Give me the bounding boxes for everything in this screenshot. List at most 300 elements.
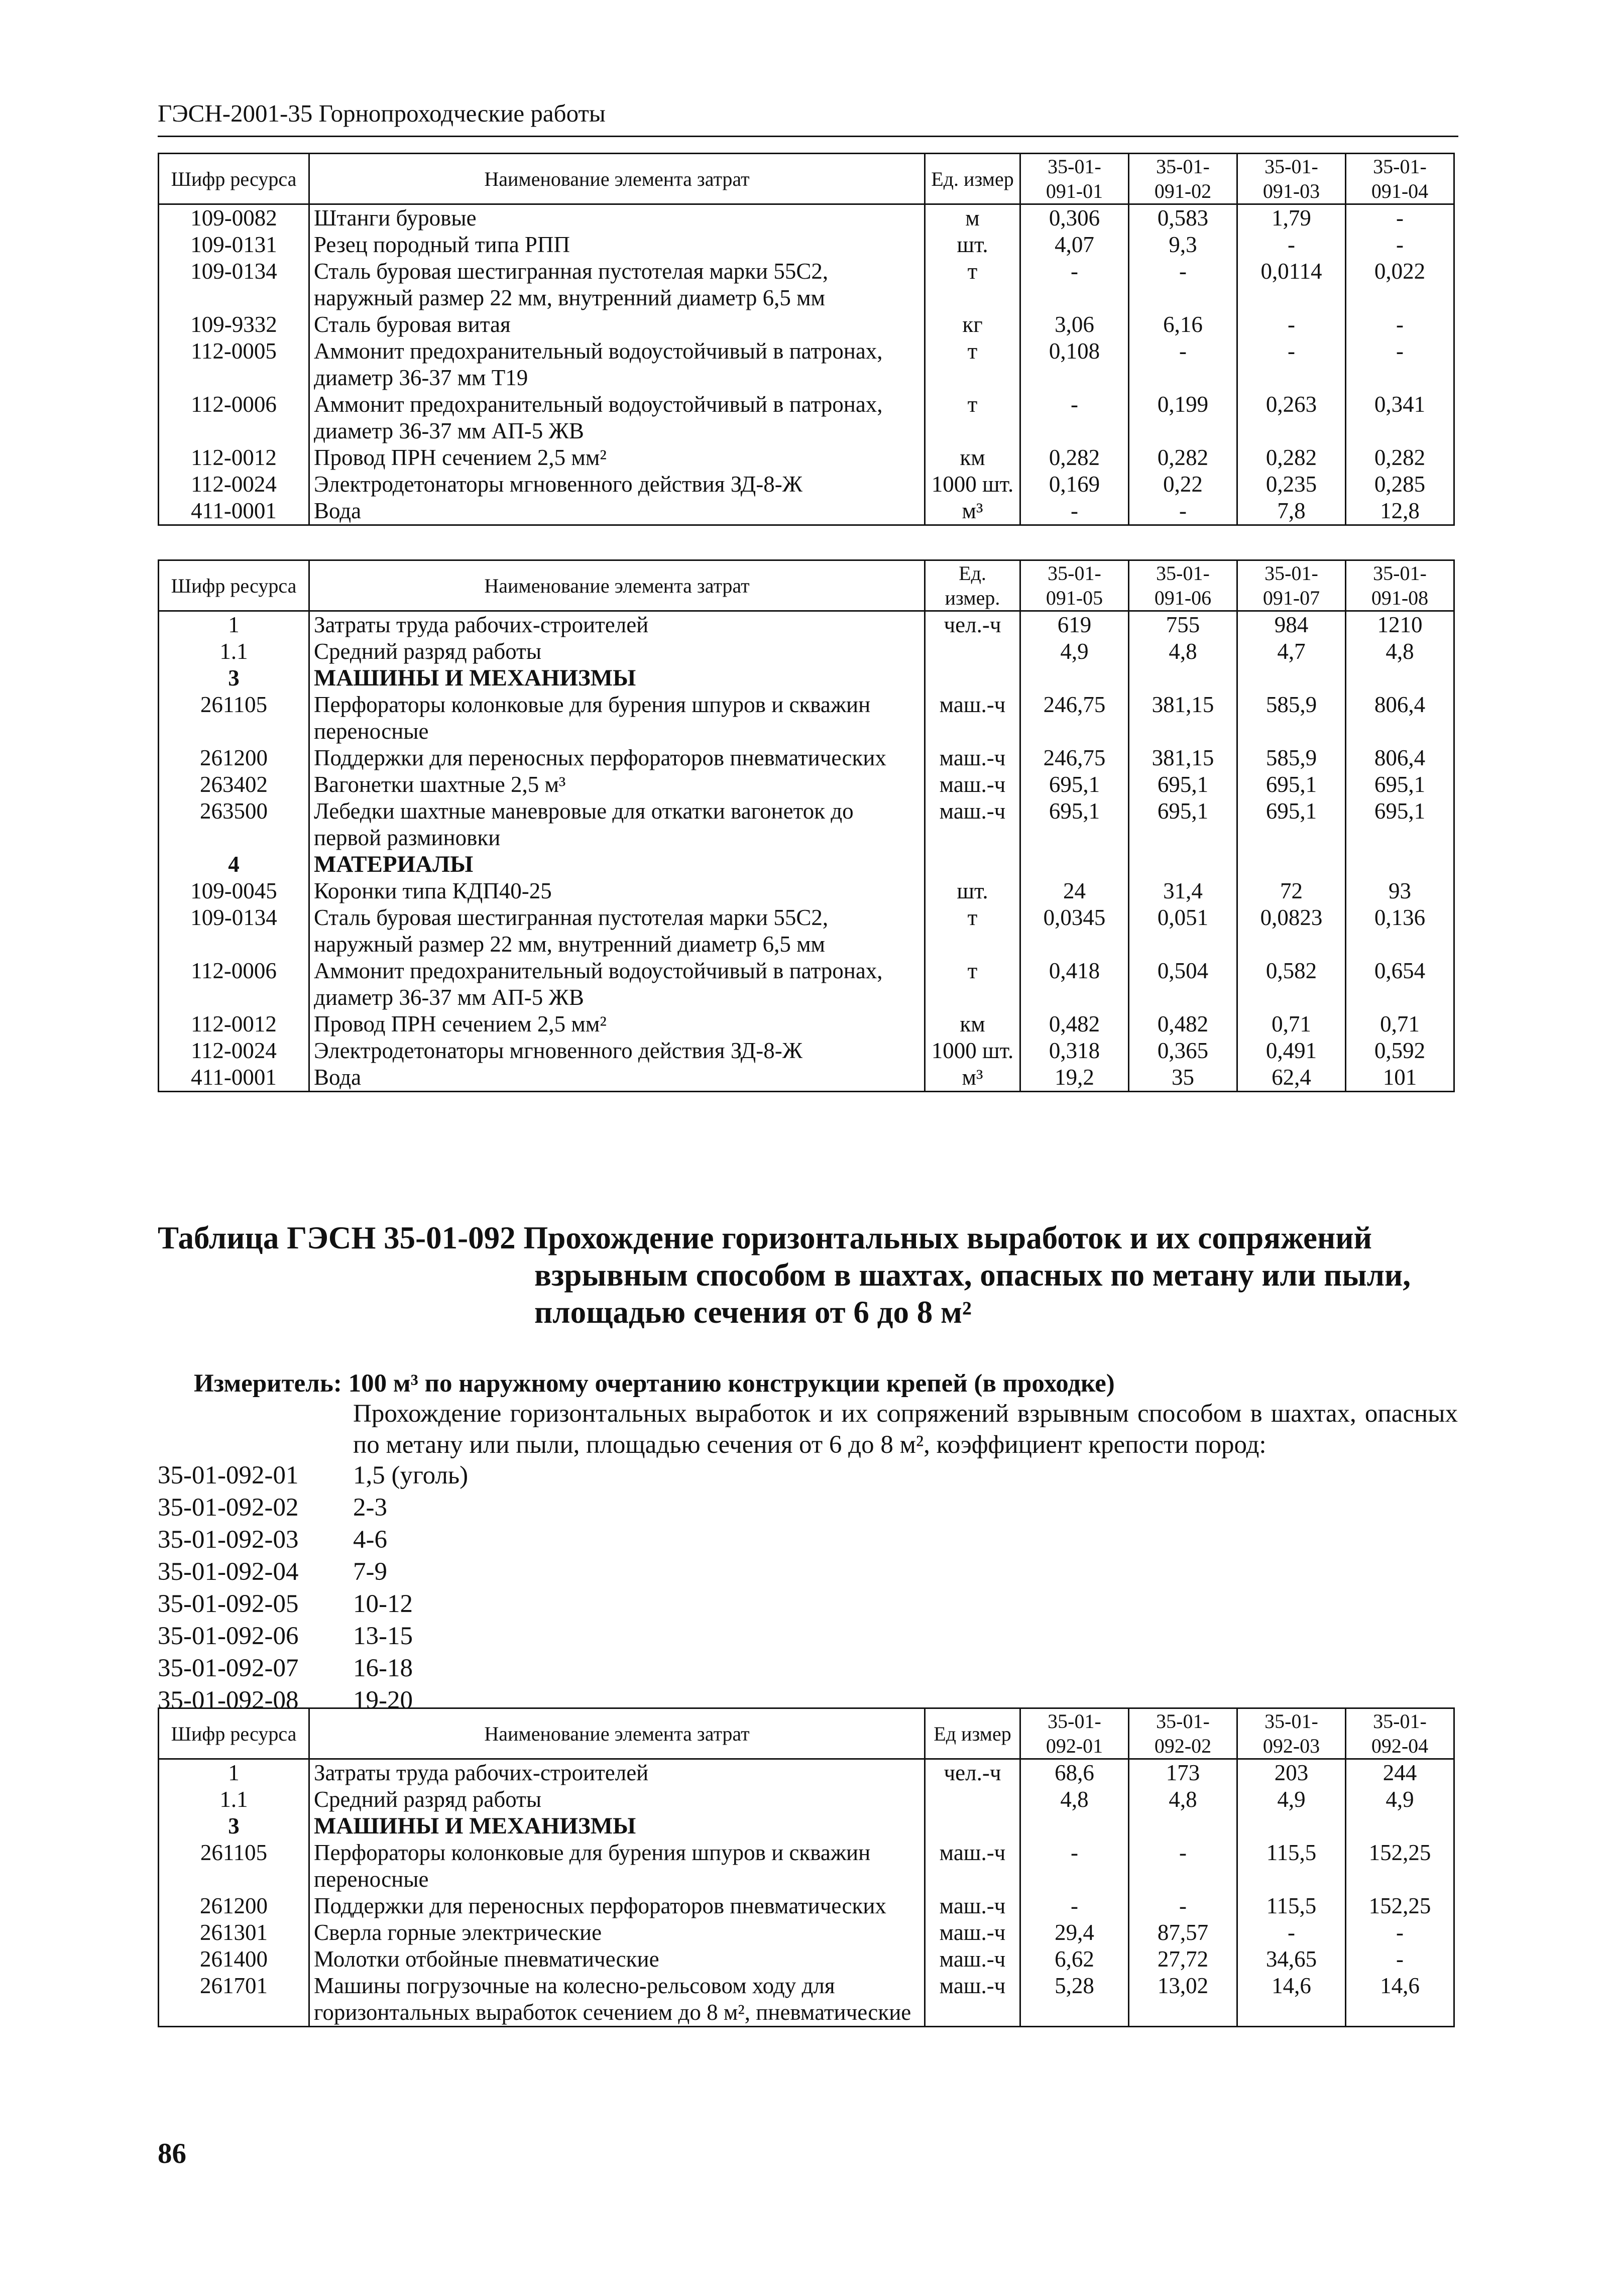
value-cell: [1346, 665, 1454, 692]
resource-name-cell: Машины погрузочные на колесно-рельсовом ходу для горизонтальных выработок сечением до 8 м², пневматические: [309, 1973, 925, 2027]
col-name-header: Наименование элемента затрат: [309, 154, 925, 204]
value-cell: 19,2: [1020, 1064, 1129, 1092]
table-row: [159, 1893, 1454, 1919]
col-norm-header: 35-01- 092-03: [1237, 1708, 1346, 1759]
rock-hardness-value: 10-12: [353, 1590, 413, 1618]
resource-name-cell: Перфораторы колонковые для бурения шпуров и скважин переносные: [309, 1840, 925, 1893]
resource-code-cell: 261105: [159, 1840, 309, 1893]
unit-cell: маш.-ч: [925, 692, 1020, 745]
value-cell: 695,1: [1020, 771, 1129, 798]
value-cell: -: [1346, 204, 1454, 232]
value-cell: -: [1346, 1919, 1454, 1946]
unit-cell: маш.-ч: [925, 1973, 1020, 2027]
value-cell: 246,75: [1020, 692, 1129, 745]
resource-code-cell: 1.1: [159, 638, 309, 665]
value-cell: 6,16: [1129, 311, 1237, 338]
resource-name-cell: Коронки типа КДП40-25: [309, 878, 925, 904]
resource-code-cell: 261105: [159, 692, 309, 745]
unit-cell: [925, 638, 1020, 665]
value-cell: 4,8: [1020, 1786, 1129, 1813]
rock-hardness-value: 13-15: [353, 1622, 413, 1650]
value-cell: 87,57: [1129, 1919, 1237, 1946]
unit-cell: маш.-ч: [925, 1946, 1020, 1973]
unit-cell: шт.: [925, 232, 1020, 258]
value-cell: 1210: [1346, 611, 1454, 639]
value-cell: 806,4: [1346, 745, 1454, 771]
value-cell: 0,504: [1129, 958, 1237, 1011]
header-rule: [158, 136, 1458, 137]
value-cell: 806,4: [1346, 692, 1454, 745]
value-cell: [1129, 1813, 1237, 1840]
value-cell: -: [1020, 1893, 1129, 1919]
value-cell: 0,318: [1020, 1038, 1129, 1064]
value-cell: 0,0114: [1237, 258, 1346, 311]
section-description: Прохождение горизонтальных выработок и их сопряжений взрывным способом в шахтах, опасных по метану или пыли, площадью сечения от 6 до 8 м², коэффициент крепости пород:: [353, 1400, 1458, 1459]
rock-hardness-value: 2-3: [353, 1494, 387, 1522]
table-row: [159, 1840, 1454, 1893]
page-number: 86: [158, 2138, 186, 2169]
value-cell: 4,07: [1020, 232, 1129, 258]
col-code-header: Шифр ресурса: [159, 1708, 309, 1759]
table-row: [159, 878, 1454, 904]
value-cell: 24: [1020, 878, 1129, 904]
resource-code-cell: 261701: [159, 1973, 309, 2027]
table-row: [159, 1759, 1454, 1787]
resource-name-cell: Средний разряд работы: [309, 638, 925, 665]
value-cell: 34,65: [1237, 1946, 1346, 1973]
resource-code-cell: 112-0006: [159, 958, 309, 1011]
col-norm-header: 35-01- 091-02: [1129, 154, 1237, 204]
col-name-header: Наименование элемента затрат: [309, 560, 925, 611]
resource-name-cell: МАШИНЫ И МЕХАНИЗМЫ: [309, 665, 925, 692]
table-row: [159, 232, 1454, 258]
norm-code: 35-01-092-04: [158, 1558, 299, 1586]
table-row: [159, 258, 1454, 311]
unit-cell: км: [925, 1011, 1020, 1038]
unit-cell: кг: [925, 311, 1020, 338]
value-cell: 68,6: [1020, 1759, 1129, 1787]
resource-name-cell: Затраты труда рабочих-строителей: [309, 1759, 925, 1787]
table-row: [159, 638, 1454, 665]
resource-name-cell: Вагонетки шахтные 2,5 м³: [309, 771, 925, 798]
unit-cell: [925, 851, 1020, 878]
resource-name-cell: Резец породный типа РПП: [309, 232, 925, 258]
col-name-header: Наименование элемента затрат: [309, 1708, 925, 1759]
value-cell: -: [1346, 311, 1454, 338]
value-cell: 7,8: [1237, 498, 1346, 525]
unit-cell: м: [925, 204, 1020, 232]
measure-text: 100 м³ по наружному очертанию конструкции крепей (в проходке): [348, 1369, 1115, 1398]
unit-cell: т: [925, 958, 1020, 1011]
value-cell: -: [1020, 498, 1129, 525]
section-title-line2: взрывным способом в шахтах, опасных по метану или пыли,: [534, 1257, 1411, 1293]
resource-code-cell: 261400: [159, 1946, 309, 1973]
value-cell: 0,582: [1237, 958, 1346, 1011]
unit-cell: маш.-ч: [925, 745, 1020, 771]
value-cell: 35: [1129, 1064, 1237, 1092]
resource-table-091-05-08: [158, 559, 1455, 1092]
value-cell: 695,1: [1129, 798, 1237, 851]
value-cell: 0,0345: [1020, 904, 1129, 958]
table-row: [159, 1973, 1454, 2027]
resource-name-cell: Электродетонаторы мгновенного действия ЗД-8-Ж: [309, 471, 925, 498]
section-title: [158, 1219, 1463, 1331]
value-cell: 755: [1129, 611, 1237, 639]
resource-name-cell: Провод ПРН сечением 2,5 мм²: [309, 1011, 925, 1038]
resource-name-cell: Сталь буровая шестигранная пустотелая марки 55С2, наружный размер 22 мм, внутренний диаметр 6,5 мм: [309, 904, 925, 958]
value-cell: 14,6: [1237, 1973, 1346, 2027]
resource-code-cell: 411-0001: [159, 498, 309, 525]
value-cell: 619: [1020, 611, 1129, 639]
unit-cell: т: [925, 391, 1020, 444]
col-code-header: Шифр ресурса: [159, 560, 309, 611]
col-norm-header: 35-01- 091-01: [1020, 154, 1129, 204]
value-cell: -: [1237, 1919, 1346, 1946]
value-cell: 4,9: [1346, 1786, 1454, 1813]
value-cell: 585,9: [1237, 745, 1346, 771]
resource-name-cell: Электродетонаторы мгновенного действия ЗД-8-Ж: [309, 1038, 925, 1064]
value-cell: 695,1: [1346, 798, 1454, 851]
value-cell: 0,71: [1237, 1011, 1346, 1038]
value-cell: 0,169: [1020, 471, 1129, 498]
running-header: ГЭСН-2001-35 Горнопроходческие работы: [158, 99, 606, 127]
value-cell: 152,25: [1346, 1893, 1454, 1919]
resource-code-cell: 109-0045: [159, 878, 309, 904]
resource-code-cell: 261200: [159, 745, 309, 771]
unit-cell: маш.-ч: [925, 771, 1020, 798]
col-code-header: Шифр ресурса: [159, 154, 309, 204]
value-cell: [1129, 851, 1237, 878]
resource-code-cell: 112-0012: [159, 444, 309, 471]
value-cell: 381,15: [1129, 692, 1237, 745]
value-cell: 695,1: [1346, 771, 1454, 798]
resource-code-cell: 109-9332: [159, 311, 309, 338]
section-title-line1: Таблица ГЭСН 35-01-092 Прохождение горизонтальных выработок и их сопряжений: [158, 1220, 1372, 1255]
value-cell: 4,8: [1129, 638, 1237, 665]
unit-cell: маш.-ч: [925, 1840, 1020, 1893]
measure-label: Измеритель:: [194, 1369, 342, 1398]
table-row: [159, 204, 1454, 232]
table-row: [159, 958, 1454, 1011]
value-cell: 6,62: [1020, 1946, 1129, 1973]
value-cell: 0,418: [1020, 958, 1129, 1011]
value-cell: [1346, 1813, 1454, 1840]
resource-name-cell: МАШИНЫ И МЕХАНИЗМЫ: [309, 1813, 925, 1840]
value-cell: 984: [1237, 611, 1346, 639]
table-row: [159, 471, 1454, 498]
value-cell: 0,71: [1346, 1011, 1454, 1038]
col-norm-header: 35-01- 091-03: [1237, 154, 1346, 204]
value-cell: 13,02: [1129, 1973, 1237, 2027]
value-cell: [1237, 665, 1346, 692]
value-cell: 4,8: [1346, 638, 1454, 665]
table-row: [159, 311, 1454, 338]
value-cell: 0,108: [1020, 338, 1129, 391]
unit-cell: 1000 шт.: [925, 471, 1020, 498]
unit-cell: чел.-ч: [925, 1759, 1020, 1787]
value-cell: 0,285: [1346, 471, 1454, 498]
value-cell: 93: [1346, 878, 1454, 904]
section-title-line3: площадью сечения от 6 до 8 м²: [534, 1295, 972, 1330]
rock-hardness-value: 7-9: [353, 1558, 387, 1586]
rock-hardness-value: 1,5 (уголь): [353, 1461, 469, 1489]
resource-code-cell: 3: [159, 1813, 309, 1840]
norm-code-item: [158, 1652, 468, 1684]
table-header-row: [159, 560, 1454, 611]
col-norm-header: 35-01- 091-04: [1346, 154, 1454, 204]
resource-name-cell: Сталь буровая витая: [309, 311, 925, 338]
table-row: [159, 1038, 1454, 1064]
unit-cell: [925, 1786, 1020, 1813]
value-cell: [1020, 1813, 1129, 1840]
resource-code-cell: 109-0134: [159, 904, 309, 958]
unit-cell: м³: [925, 1064, 1020, 1092]
resource-name-cell: МАТЕРИАЛЫ: [309, 851, 925, 878]
unit-cell: т: [925, 258, 1020, 311]
value-cell: 0,365: [1129, 1038, 1237, 1064]
value-cell: 695,1: [1237, 771, 1346, 798]
value-cell: 0,491: [1237, 1038, 1346, 1064]
resource-code-cell: 1: [159, 1759, 309, 1787]
value-cell: 0,482: [1129, 1011, 1237, 1038]
resource-name-cell: Вода: [309, 1064, 925, 1092]
value-cell: -: [1237, 338, 1346, 391]
value-cell: -: [1020, 391, 1129, 444]
unit-cell: т: [925, 338, 1020, 391]
resource-code-cell: 112-0006: [159, 391, 309, 444]
value-cell: 173: [1129, 1759, 1237, 1787]
table-row: [159, 745, 1454, 771]
resource-name-cell: Затраты труда рабочих-строителей: [309, 611, 925, 639]
value-cell: -: [1020, 1840, 1129, 1893]
norm-code: 35-01-092-03: [158, 1526, 299, 1554]
value-cell: 246,75: [1020, 745, 1129, 771]
norm-code: 35-01-092-06: [158, 1622, 299, 1650]
table-header-row: [159, 154, 1454, 204]
table-row: [159, 904, 1454, 958]
resource-name-cell: Молотки отбойные пневматические: [309, 1946, 925, 1973]
value-cell: 381,15: [1129, 745, 1237, 771]
norm-code: 35-01-092-05: [158, 1590, 299, 1618]
resource-name-cell: Аммонит предохранительный водоустойчивый в патронах, диаметр 36-37 мм Т19: [309, 338, 925, 391]
value-cell: 115,5: [1237, 1840, 1346, 1893]
col-unit-header: Ед. измер: [925, 154, 1020, 204]
norm-code: 35-01-092-01: [158, 1461, 299, 1489]
norm-code-item: [158, 1556, 468, 1588]
value-cell: [1129, 665, 1237, 692]
table-row: [159, 1919, 1454, 1946]
resource-table-091-01-04: [158, 153, 1455, 526]
value-cell: 115,5: [1237, 1893, 1346, 1919]
value-cell: 152,25: [1346, 1840, 1454, 1893]
table-row: [159, 444, 1454, 471]
value-cell: 31,4: [1129, 878, 1237, 904]
value-cell: [1237, 1813, 1346, 1840]
col-norm-header: 35-01- 092-02: [1129, 1708, 1237, 1759]
value-cell: -: [1346, 1946, 1454, 1973]
rock-hardness-value: 19-20: [353, 1686, 413, 1714]
norm-code-list: [158, 1459, 468, 1716]
value-cell: 4,8: [1129, 1786, 1237, 1813]
table-row: [159, 498, 1454, 525]
col-unit-header: Ед измер: [925, 1708, 1020, 1759]
value-cell: 27,72: [1129, 1946, 1237, 1973]
value-cell: 203: [1237, 1759, 1346, 1787]
unit-cell: маш.-ч: [925, 1919, 1020, 1946]
value-cell: [1020, 665, 1129, 692]
value-cell: 29,4: [1020, 1919, 1129, 1946]
value-cell: 72: [1237, 878, 1346, 904]
resource-name-cell: Перфораторы колонковые для бурения шпуров и скважин переносные: [309, 692, 925, 745]
value-cell: 12,8: [1346, 498, 1454, 525]
resource-name-cell: Вода: [309, 498, 925, 525]
resource-table-092-01-04: [158, 1707, 1455, 2027]
col-norm-header: 35-01- 092-01: [1020, 1708, 1129, 1759]
value-cell: 0,282: [1346, 444, 1454, 471]
value-cell: 9,3: [1129, 232, 1237, 258]
value-cell: 0,282: [1020, 444, 1129, 471]
value-cell: 0,282: [1129, 444, 1237, 471]
value-cell: 695,1: [1237, 798, 1346, 851]
value-cell: [1346, 851, 1454, 878]
value-cell: -: [1346, 338, 1454, 391]
norm-code: 35-01-092-07: [158, 1654, 299, 1682]
resource-name-cell: Провод ПРН сечением 2,5 мм²: [309, 444, 925, 471]
value-cell: 0,235: [1237, 471, 1346, 498]
unit-cell: маш.-ч: [925, 1893, 1020, 1919]
value-cell: 3,06: [1020, 311, 1129, 338]
value-cell: 0,136: [1346, 904, 1454, 958]
value-cell: 0,199: [1129, 391, 1237, 444]
table-row: [159, 1786, 1454, 1813]
unit-cell: маш.-ч: [925, 798, 1020, 851]
table-row: [159, 391, 1454, 444]
value-cell: -: [1020, 258, 1129, 311]
col-unit-header: Ед. измер.: [925, 560, 1020, 611]
value-cell: -: [1237, 311, 1346, 338]
norm-code-item: [158, 1491, 468, 1524]
value-cell: 0,263: [1237, 391, 1346, 444]
value-cell: 0,282: [1237, 444, 1346, 471]
value-cell: 4,7: [1237, 638, 1346, 665]
value-cell: 4,9: [1237, 1786, 1346, 1813]
resource-code-cell: 112-0012: [159, 1011, 309, 1038]
value-cell: 0,654: [1346, 958, 1454, 1011]
rock-hardness-value: 4-6: [353, 1526, 387, 1554]
resource-code-cell: 263402: [159, 771, 309, 798]
section-row: [159, 851, 1454, 878]
resource-name-cell: Лебедки шахтные маневровые для откатки вагонеток до первой разминовки: [309, 798, 925, 851]
resource-code-cell: 109-0082: [159, 204, 309, 232]
col-norm-header: 35-01- 091-05: [1020, 560, 1129, 611]
norm-code: 35-01-092-02: [158, 1494, 299, 1522]
resource-name-cell: Штанги буровые: [309, 204, 925, 232]
value-cell: 585,9: [1237, 692, 1346, 745]
value-cell: 5,28: [1020, 1973, 1129, 2027]
norm-code-item: [158, 1588, 468, 1620]
value-cell: [1237, 851, 1346, 878]
resource-code-cell: 112-0024: [159, 1038, 309, 1064]
table-row: [159, 1064, 1454, 1092]
value-cell: -: [1237, 232, 1346, 258]
resource-code-cell: 261301: [159, 1919, 309, 1946]
value-cell: -: [1129, 258, 1237, 311]
value-cell: 0,306: [1020, 204, 1129, 232]
value-cell: 0,022: [1346, 258, 1454, 311]
value-cell: -: [1346, 232, 1454, 258]
unit-cell: т: [925, 904, 1020, 958]
value-cell: 0,0823: [1237, 904, 1346, 958]
col-norm-header: 35-01- 091-08: [1346, 560, 1454, 611]
resource-name-cell: Сталь буровая шестигранная пустотелая марки 55С2, наружный размер 22 мм, внутренний диаметр 6,5 мм: [309, 258, 925, 311]
value-cell: -: [1129, 338, 1237, 391]
value-cell: 101: [1346, 1064, 1454, 1092]
value-cell: 244: [1346, 1759, 1454, 1787]
value-cell: -: [1129, 1840, 1237, 1893]
resource-code-cell: 109-0134: [159, 258, 309, 311]
value-cell: 0,22: [1129, 471, 1237, 498]
resource-code-cell: 411-0001: [159, 1064, 309, 1092]
resource-name-cell: Аммонит предохранительный водоустойчивый в патронах, диаметр 36-37 мм АП-5 ЖВ: [309, 391, 925, 444]
norm-code-item: [158, 1524, 468, 1556]
norm-code: 35-01-092-08: [158, 1686, 299, 1714]
resource-name-cell: Поддержки для переносных перфораторов пневматических: [309, 745, 925, 771]
table-row: [159, 611, 1454, 639]
table-row: [159, 692, 1454, 745]
resource-code-cell: 112-0005: [159, 338, 309, 391]
norm-code-item: [158, 1459, 468, 1491]
unit-cell: м³: [925, 498, 1020, 525]
table-row: [159, 798, 1454, 851]
value-cell: 0,583: [1129, 204, 1237, 232]
unit-cell: [925, 1813, 1020, 1840]
resource-name-cell: Поддержки для переносных перфораторов пневматических: [309, 1893, 925, 1919]
measure-line: [194, 1368, 1115, 1399]
resource-name-cell: Сверла горные электрические: [309, 1919, 925, 1946]
col-norm-header: 35-01- 092-04: [1346, 1708, 1454, 1759]
value-cell: -: [1129, 498, 1237, 525]
value-cell: 4,9: [1020, 638, 1129, 665]
value-cell: 14,6: [1346, 1973, 1454, 2027]
resource-code-cell: 4: [159, 851, 309, 878]
value-cell: 0,051: [1129, 904, 1237, 958]
unit-cell: шт.: [925, 878, 1020, 904]
table-header-row: [159, 1708, 1454, 1759]
resource-code-cell: 1.1: [159, 1786, 309, 1813]
col-norm-header: 35-01- 091-07: [1237, 560, 1346, 611]
value-cell: 695,1: [1020, 798, 1129, 851]
resource-name-cell: Аммонит предохранительный водоустойчивый в патронах, диаметр 36-37 мм АП-5 ЖВ: [309, 958, 925, 1011]
table-row: [159, 1011, 1454, 1038]
unit-cell: чел.-ч: [925, 611, 1020, 639]
resource-code-cell: 263500: [159, 798, 309, 851]
unit-cell: [925, 665, 1020, 692]
unit-cell: км: [925, 444, 1020, 471]
resource-code-cell: 261200: [159, 1893, 309, 1919]
table-row: [159, 338, 1454, 391]
value-cell: 0,341: [1346, 391, 1454, 444]
value-cell: 0,482: [1020, 1011, 1129, 1038]
resource-code-cell: 109-0131: [159, 232, 309, 258]
value-cell: 695,1: [1129, 771, 1237, 798]
value-cell: 1,79: [1237, 204, 1346, 232]
value-cell: -: [1129, 1893, 1237, 1919]
table-row: [159, 1946, 1454, 1973]
rock-hardness-value: 16-18: [353, 1654, 413, 1682]
resource-code-cell: 3: [159, 665, 309, 692]
resource-name-cell: Средний разряд работы: [309, 1786, 925, 1813]
resource-code-cell: 112-0024: [159, 471, 309, 498]
